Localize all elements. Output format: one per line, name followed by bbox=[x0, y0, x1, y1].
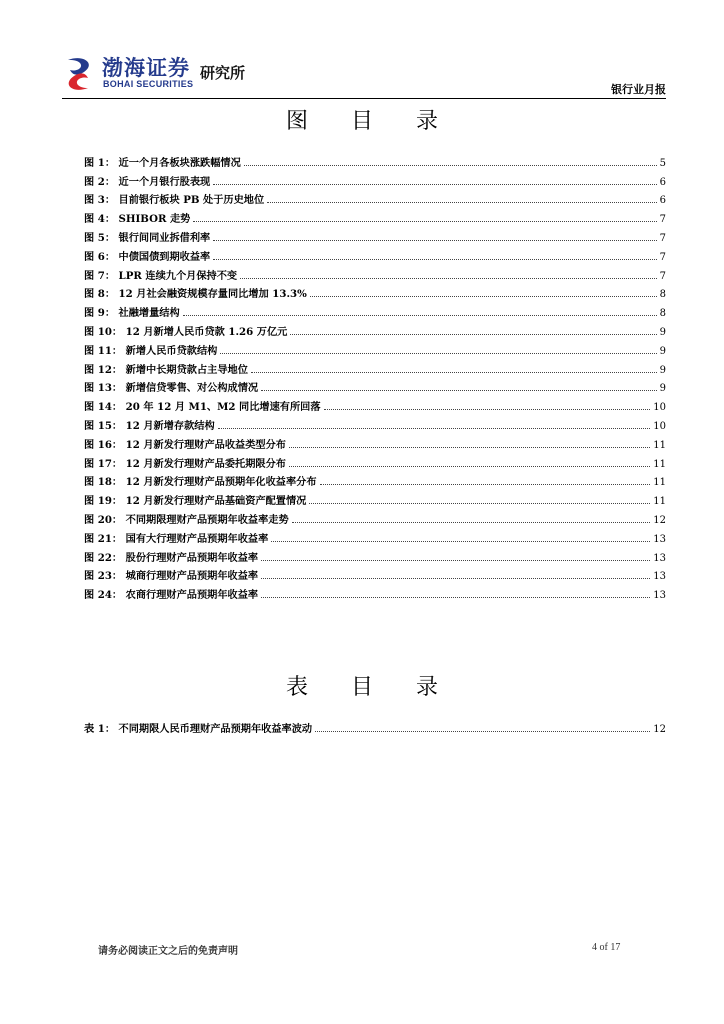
toc-leader-dots bbox=[193, 221, 656, 222]
toc-entry-page: 9 bbox=[659, 345, 666, 357]
toc-entry[interactable] bbox=[84, 413, 666, 432]
toc-leader-dots bbox=[251, 372, 657, 373]
toc-entry[interactable] bbox=[84, 282, 666, 301]
toc-entry-label: 图 23： 城商行理财产品预期年收益率 bbox=[84, 570, 259, 583]
logo-chinese-name: 渤海证券 bbox=[102, 56, 190, 80]
toc-entry-label: 图 8： 12 月社会融资规模存量同比增加 13.3% bbox=[84, 288, 307, 301]
toc-entry-label: 图 22： 股份行理财产品预期年收益率 bbox=[84, 551, 259, 564]
toc-leader-dots bbox=[320, 484, 651, 485]
toc-entry[interactable] bbox=[84, 244, 666, 263]
toc-entry[interactable] bbox=[84, 188, 666, 207]
toc-leader-dots bbox=[240, 278, 657, 279]
toc-entry[interactable] bbox=[84, 488, 666, 507]
toc-entry[interactable] bbox=[84, 319, 666, 338]
toc-entry-page: 11 bbox=[653, 439, 666, 451]
toc-entry-page: 8 bbox=[659, 289, 666, 301]
toc-entry[interactable] bbox=[84, 206, 666, 225]
figures-toc-title: 图 目 录 bbox=[286, 109, 456, 134]
toc-entry-label: 图 1： 近一个月各板块涨跌幅情况 bbox=[84, 156, 241, 169]
toc-entry[interactable] bbox=[84, 357, 666, 376]
toc-entry[interactable] bbox=[84, 263, 666, 282]
toc-entry[interactable] bbox=[84, 507, 666, 526]
toc-leader-dots bbox=[261, 390, 657, 391]
toc-entry-label: 图 18： 12 月新发行理财产品预期年化收益率分布 bbox=[84, 476, 317, 489]
toc-entry-page: 9 bbox=[659, 326, 666, 338]
toc-entry-page: 13 bbox=[653, 571, 666, 583]
toc-entry-label: 图 7： LPR 连续九个月保持不变 bbox=[84, 269, 238, 282]
toc-entry-page: 11 bbox=[653, 458, 666, 470]
toc-entry-label: 图 14： 20 年 12 月 M1、M2 同比增速有所回落 bbox=[84, 401, 321, 414]
toc-entry-page: 11 bbox=[653, 477, 666, 489]
toc-entry[interactable] bbox=[84, 394, 666, 413]
toc-entry-label: 图 10： 12 月新增人民币贷款 1.26 万亿元 bbox=[84, 325, 288, 338]
toc-leader-dots bbox=[261, 597, 650, 598]
toc-entry-page: 5 bbox=[659, 157, 666, 169]
toc-entry[interactable] bbox=[84, 338, 666, 357]
toc-entry-label: 图 13： 新增信贷零售、对公构成情况 bbox=[84, 382, 259, 395]
toc-leader-dots bbox=[244, 165, 657, 166]
toc-leader-dots bbox=[315, 731, 650, 732]
toc-entry-page: 9 bbox=[659, 383, 666, 395]
toc-entry-label: 图 19： 12 月新发行理财产品基础资产配置情况 bbox=[84, 495, 307, 508]
toc-leader-dots bbox=[220, 353, 656, 354]
figures-toc-list bbox=[84, 150, 666, 601]
toc-entry[interactable] bbox=[84, 169, 666, 188]
toc-entry-label: 表 1： 不同期限人民币理财产品预期年收益率波动 bbox=[84, 722, 313, 735]
toc-entry-page: 7 bbox=[659, 251, 666, 263]
tables-toc-list bbox=[84, 716, 666, 735]
toc-entry-label: 图 15： 12 月新增存款结构 bbox=[84, 419, 215, 432]
toc-entry-page: 7 bbox=[659, 232, 666, 244]
toc-entry[interactable] bbox=[84, 150, 666, 169]
toc-entry-page: 8 bbox=[659, 308, 666, 320]
logo-english-name: BOHAI SECURITIES bbox=[103, 79, 194, 89]
toc-entry[interactable] bbox=[84, 376, 666, 395]
toc-entry-page: 10 bbox=[653, 402, 666, 414]
toc-entry-page: 13 bbox=[653, 533, 666, 545]
toc-entry[interactable] bbox=[84, 451, 666, 470]
report-type: 银行业月报 bbox=[611, 83, 666, 96]
toc-entry-label: 图 17： 12 月新发行理财产品委托期限分布 bbox=[84, 457, 286, 470]
toc-entry-label: 图 24： 农商行理财产品预期年收益率 bbox=[84, 589, 259, 602]
toc-leader-dots bbox=[183, 315, 657, 316]
toc-leader-dots bbox=[271, 541, 650, 542]
toc-entry-page: 12 bbox=[653, 514, 666, 526]
page-number: 4 of 17 bbox=[592, 942, 621, 953]
toc-entry-label: 图 21： 国有大行理财产品预期年收益率 bbox=[84, 532, 269, 545]
toc-entry-label: 图 12： 新增中长期贷款占主导地位 bbox=[84, 363, 248, 376]
toc-leader-dots bbox=[289, 447, 650, 448]
page-header bbox=[62, 50, 666, 100]
toc-entry-label: 图 4： SHIBOR 走势 bbox=[84, 213, 191, 226]
toc-entry-page: 13 bbox=[653, 552, 666, 564]
toc-entry-page: 10 bbox=[653, 420, 666, 432]
toc-leader-dots bbox=[213, 184, 656, 185]
bohai-logo-icon bbox=[62, 54, 96, 94]
toc-entry[interactable] bbox=[84, 582, 666, 601]
toc-leader-dots bbox=[218, 428, 651, 429]
toc-entry-label: 图 20： 不同期限理财产品预期年收益率走势 bbox=[84, 513, 289, 526]
toc-leader-dots bbox=[309, 503, 650, 504]
toc-entry[interactable] bbox=[84, 225, 666, 244]
toc-entry-page: 9 bbox=[659, 364, 666, 376]
toc-entry-label: 图 3： 目前银行板块 PB 处于历史地位 bbox=[84, 194, 265, 207]
toc-leader-dots bbox=[213, 259, 656, 260]
toc-entry[interactable] bbox=[84, 716, 666, 735]
toc-entry-page: 6 bbox=[659, 176, 666, 188]
toc-leader-dots bbox=[267, 202, 656, 203]
toc-entry-page: 13 bbox=[653, 590, 666, 602]
institute-name: 研究所 bbox=[200, 64, 246, 82]
toc-entry-label: 图 6： 中债国债到期收益率 bbox=[84, 250, 211, 263]
toc-entry[interactable] bbox=[84, 564, 666, 583]
toc-entry[interactable] bbox=[84, 470, 666, 489]
toc-entry[interactable] bbox=[84, 300, 666, 319]
toc-entry-label: 图 9： 社融增量结构 bbox=[84, 307, 180, 320]
toc-entry-page: 6 bbox=[659, 195, 666, 207]
disclaimer-note: 请务必阅读正文之后的免责声明 bbox=[98, 946, 238, 957]
toc-leader-dots bbox=[289, 466, 650, 467]
toc-leader-dots bbox=[261, 578, 650, 579]
toc-entry[interactable] bbox=[84, 432, 666, 451]
toc-entry-label: 图 2： 近一个月银行股表现 bbox=[84, 175, 211, 188]
toc-entry-page: 7 bbox=[659, 214, 666, 226]
toc-entry-page: 7 bbox=[659, 270, 666, 282]
toc-entry-page: 12 bbox=[653, 723, 666, 735]
toc-entry-label: 图 16： 12 月新发行理财产品收益类型分布 bbox=[84, 438, 286, 451]
toc-leader-dots bbox=[261, 560, 650, 561]
tables-toc-title: 表 目 录 bbox=[286, 675, 456, 700]
toc-entry-page: 11 bbox=[653, 496, 666, 508]
toc-leader-dots bbox=[290, 334, 656, 335]
toc-entry[interactable] bbox=[84, 526, 666, 545]
toc-leader-dots bbox=[324, 409, 651, 410]
toc-leader-dots bbox=[292, 522, 651, 523]
toc-entry-label: 图 11： 新增人民币贷款结构 bbox=[84, 344, 218, 357]
toc-entry[interactable] bbox=[84, 545, 666, 564]
toc-leader-dots bbox=[213, 240, 656, 241]
toc-leader-dots bbox=[310, 296, 657, 297]
header-divider bbox=[62, 98, 666, 99]
toc-entry-label: 图 5： 银行间同业拆借利率 bbox=[84, 231, 211, 244]
